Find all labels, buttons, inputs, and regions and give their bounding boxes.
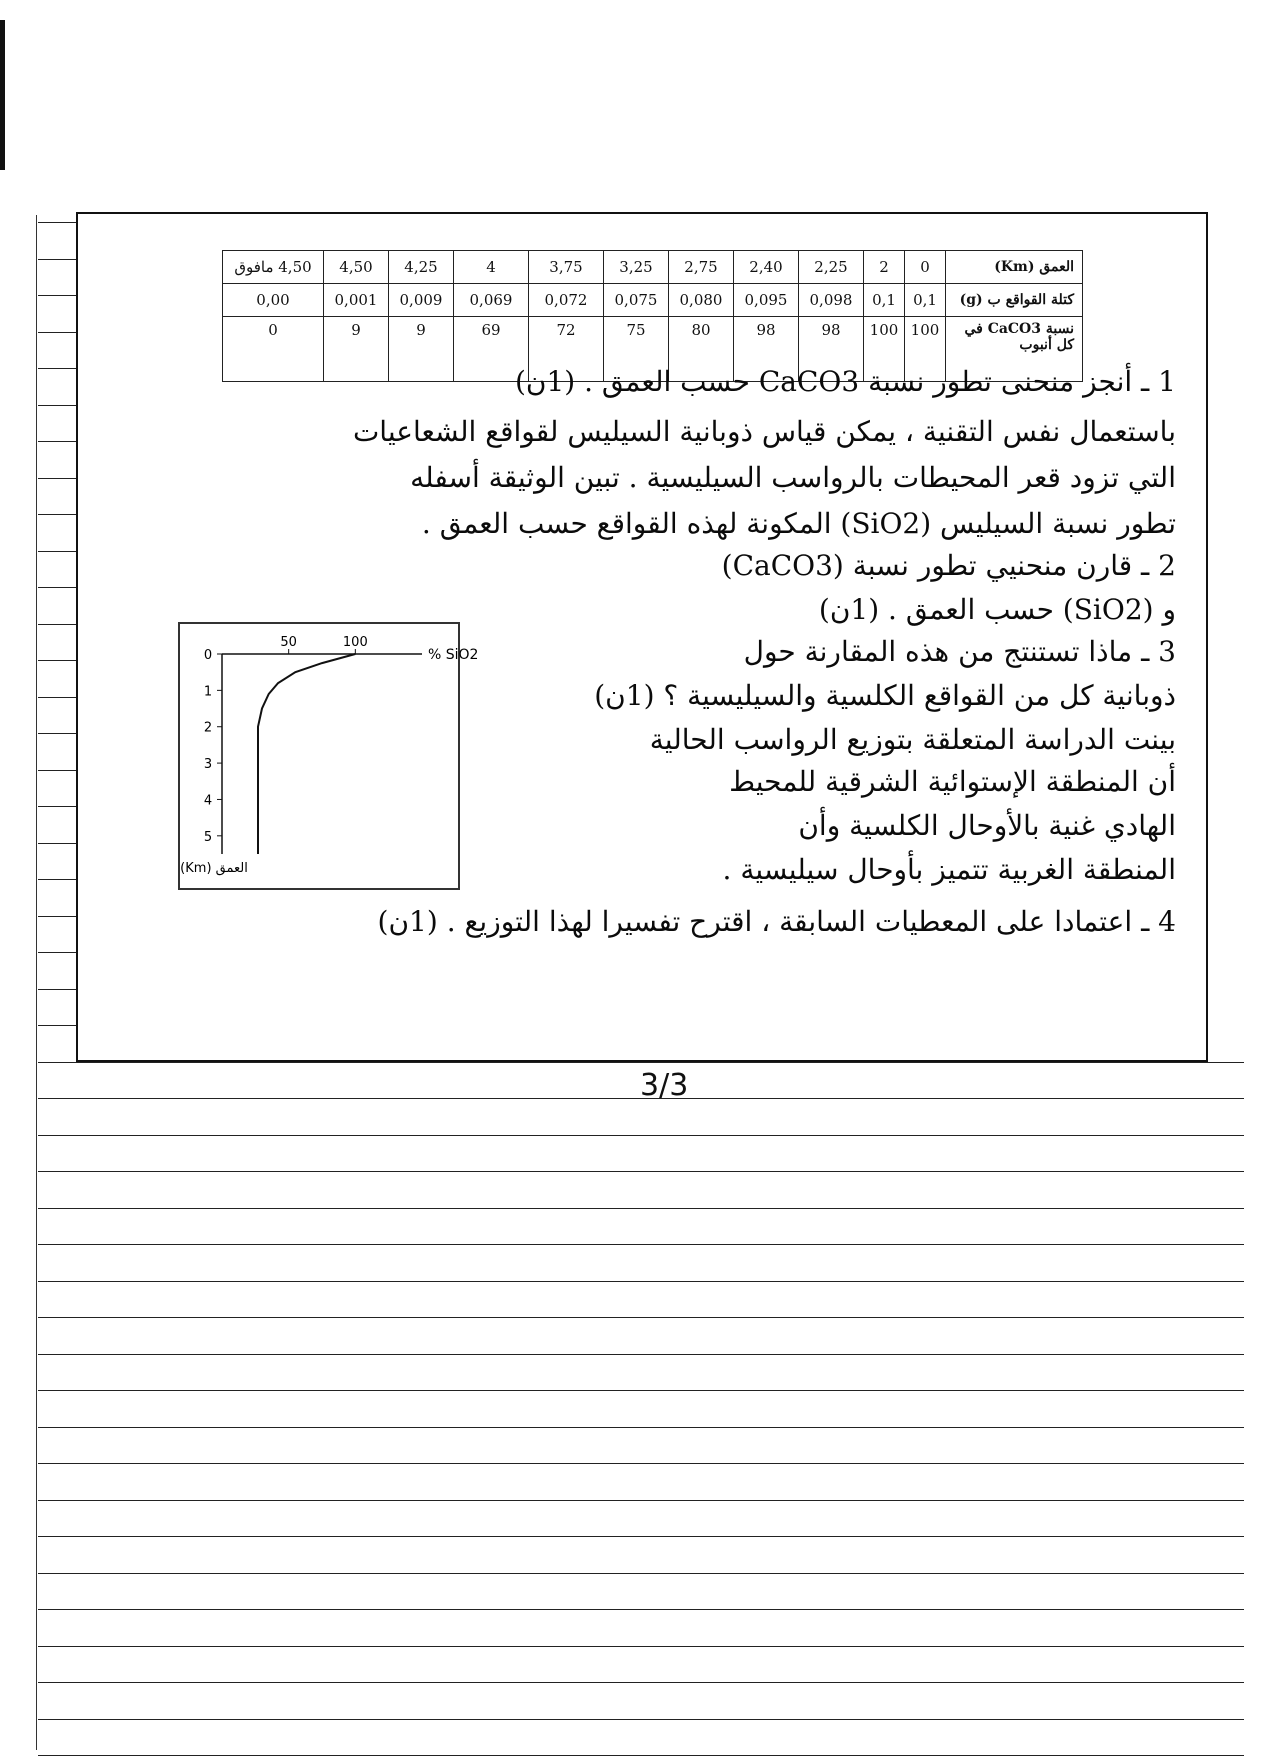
- percent-cell: 69: [454, 317, 529, 382]
- x-tick-label: 100: [342, 635, 368, 650]
- question-3-line-2: ذوبانية كل من القواقع الكلسية والسيليسية ؟ (1ن): [594, 679, 1176, 712]
- depth-cell: 4,25: [389, 251, 454, 284]
- ruled-line: [38, 697, 76, 698]
- ruled-line: [38, 1390, 1244, 1391]
- table-row: [223, 251, 1083, 284]
- ruled-line: [38, 1244, 1244, 1245]
- percent-cell: 98: [799, 317, 864, 382]
- paragraph-line-6: الهادي غنية بالأوحال الكلسية وأن: [798, 809, 1176, 842]
- ruled-line: [38, 1609, 1244, 1610]
- y-tick-label: 0: [203, 648, 213, 663]
- question-3-line-1: 3 ـ ماذا تستنتج من هذه المقارنة حول: [743, 635, 1176, 668]
- ruled-line: [38, 1646, 1244, 1647]
- ruled-line: [38, 916, 76, 917]
- ruled-line: [38, 1062, 1244, 1063]
- percent-cell: 80: [669, 317, 734, 382]
- y-tick-label: 1: [203, 684, 213, 700]
- ruled-line: [38, 952, 76, 953]
- ruled-line: [38, 368, 76, 369]
- mass-cell: 0,1: [864, 284, 905, 317]
- y-tick-label: 3: [203, 757, 213, 773]
- question-2-line-2: و (SiO2) حسب العمق . (1ن): [818, 593, 1176, 626]
- percent-cell: 0: [223, 317, 324, 382]
- y-tick-label: 5: [203, 829, 213, 845]
- ruled-line: [38, 1427, 1244, 1428]
- percent-cell: 9: [389, 317, 454, 382]
- ruled-line: [38, 295, 76, 296]
- y-axis-label: العمق (Km): [180, 861, 248, 876]
- ruled-line: [38, 1536, 1244, 1537]
- mass-cell: 0,080: [669, 284, 734, 317]
- ruled-line: [38, 989, 76, 990]
- mass-cell: 0,069: [454, 284, 529, 317]
- percent-cell: 100: [905, 317, 946, 382]
- question-1: 1 ـ أنجز منحنى تطور نسبة CaCO3 حسب العمق . (1ن): [514, 365, 1176, 398]
- x-axis-label: % SiO2: [428, 647, 479, 663]
- ruled-line: [38, 478, 76, 479]
- ruled-line: [38, 222, 76, 223]
- mass-cell: 0,075: [604, 284, 669, 317]
- ruled-line: [38, 1573, 1244, 1574]
- ruled-line: [38, 1317, 1244, 1318]
- ruled-line: [38, 1171, 1244, 1172]
- ruled-line: [38, 441, 76, 442]
- depth-cell: 2,25: [799, 251, 864, 284]
- mass-cell: 0,00: [223, 284, 324, 317]
- ruled-line: [38, 587, 76, 588]
- paragraph-line-1: باستعمال نفس التقنية ، يمكن قياس ذوبانية السيليس لقواقع الشعاعيات: [352, 415, 1176, 448]
- ruled-line: [38, 514, 76, 515]
- margin-line: [36, 215, 37, 1750]
- percent-cell: 100: [864, 317, 905, 382]
- ruled-line: [38, 1463, 1244, 1464]
- table-row: [223, 284, 1083, 317]
- ruled-line: [38, 1755, 1244, 1756]
- data-table: [222, 250, 1083, 382]
- page-number: 3/3: [640, 1068, 689, 1103]
- ruled-line: [38, 1208, 1244, 1209]
- sio2-curve: [258, 654, 355, 854]
- paragraph-line-3: تطور نسبة السيليس (SiO2) المكونة لهذه القواقع حسب العمق .: [421, 507, 1176, 540]
- ruled-line: [38, 1719, 1244, 1720]
- mass-cell: 0,001: [324, 284, 389, 317]
- ruled-line: [38, 259, 76, 260]
- percent-cell: 9: [324, 317, 389, 382]
- ruled-line: [38, 879, 76, 880]
- ruled-line: [38, 1135, 1244, 1136]
- mass-cell: 0,095: [734, 284, 799, 317]
- chart-canvas: [180, 624, 479, 888]
- percent-cell: 98: [734, 317, 799, 382]
- ruled-line: [38, 843, 76, 844]
- ruled-line: [38, 332, 76, 333]
- depth-header: العمق (Km): [946, 251, 1083, 284]
- paragraph-line-2: التي تزود قعر المحيطات بالرواسب السيليسية . تبين الوثيقة أسفله: [410, 461, 1176, 494]
- x-tick-label: 50: [280, 635, 297, 650]
- ruled-line: [38, 806, 76, 807]
- percent-cell: 75: [604, 317, 669, 382]
- depth-cell: 4,50 مافوق: [223, 251, 324, 284]
- ruled-line: [38, 1354, 1244, 1355]
- ruled-line: [38, 660, 76, 661]
- ruled-line: [38, 1500, 1244, 1501]
- y-tick-label: 2: [203, 720, 213, 736]
- ruled-line: [38, 624, 76, 625]
- percent-cell: 72: [529, 317, 604, 382]
- ruled-line: [38, 1682, 1244, 1683]
- depth-cell: 4: [454, 251, 529, 284]
- depth-cell: 0: [905, 251, 946, 284]
- depth-cell: 2: [864, 251, 905, 284]
- depth-cell: 2,75: [669, 251, 734, 284]
- ruled-line: [38, 733, 76, 734]
- depth-cell: 3,25: [604, 251, 669, 284]
- ruled-line: [38, 405, 76, 406]
- sio2-depth-chart: [178, 622, 479, 890]
- mass-cell: 0,009: [389, 284, 454, 317]
- depth-cell: 2,40: [734, 251, 799, 284]
- paragraph-line-4: بينت الدراسة المتعلقة بتوزيع الرواسب الحالية: [649, 723, 1176, 756]
- mass-cell: 0,1: [905, 284, 946, 317]
- y-tick-label: 4: [203, 793, 213, 809]
- mass-cell: 0,098: [799, 284, 864, 317]
- percent-header: نسبة CaCO3 في كل أنبوب: [946, 317, 1083, 382]
- depth-cell: 4,50: [324, 251, 389, 284]
- ruled-line: [38, 1025, 76, 1026]
- paragraph-line-7: المنطقة الغربية تتميز بأوحال سيليسية .: [722, 853, 1176, 886]
- question-4: 4 ـ اعتمادا على المعطيات السابقة ، اقترح تفسيرا لهذا التوزيع . (1ن): [377, 905, 1176, 938]
- question-2-line-1: 2 ـ قارن منحنيي تطور نسبة (CaCO3): [721, 549, 1176, 582]
- ruled-line: [38, 770, 76, 771]
- binding-edge: [0, 20, 5, 170]
- mass-header: كتلة القواقع ب (g): [946, 284, 1083, 317]
- ruled-line: [38, 551, 76, 552]
- ruled-line: [38, 1281, 1244, 1282]
- mass-cell: 0,072: [529, 284, 604, 317]
- depth-cell: 3,75: [529, 251, 604, 284]
- exam-frame: [76, 212, 1208, 1062]
- paragraph-line-5: أن المنطقة الإستوائية الشرقية للمحيط: [729, 765, 1176, 798]
